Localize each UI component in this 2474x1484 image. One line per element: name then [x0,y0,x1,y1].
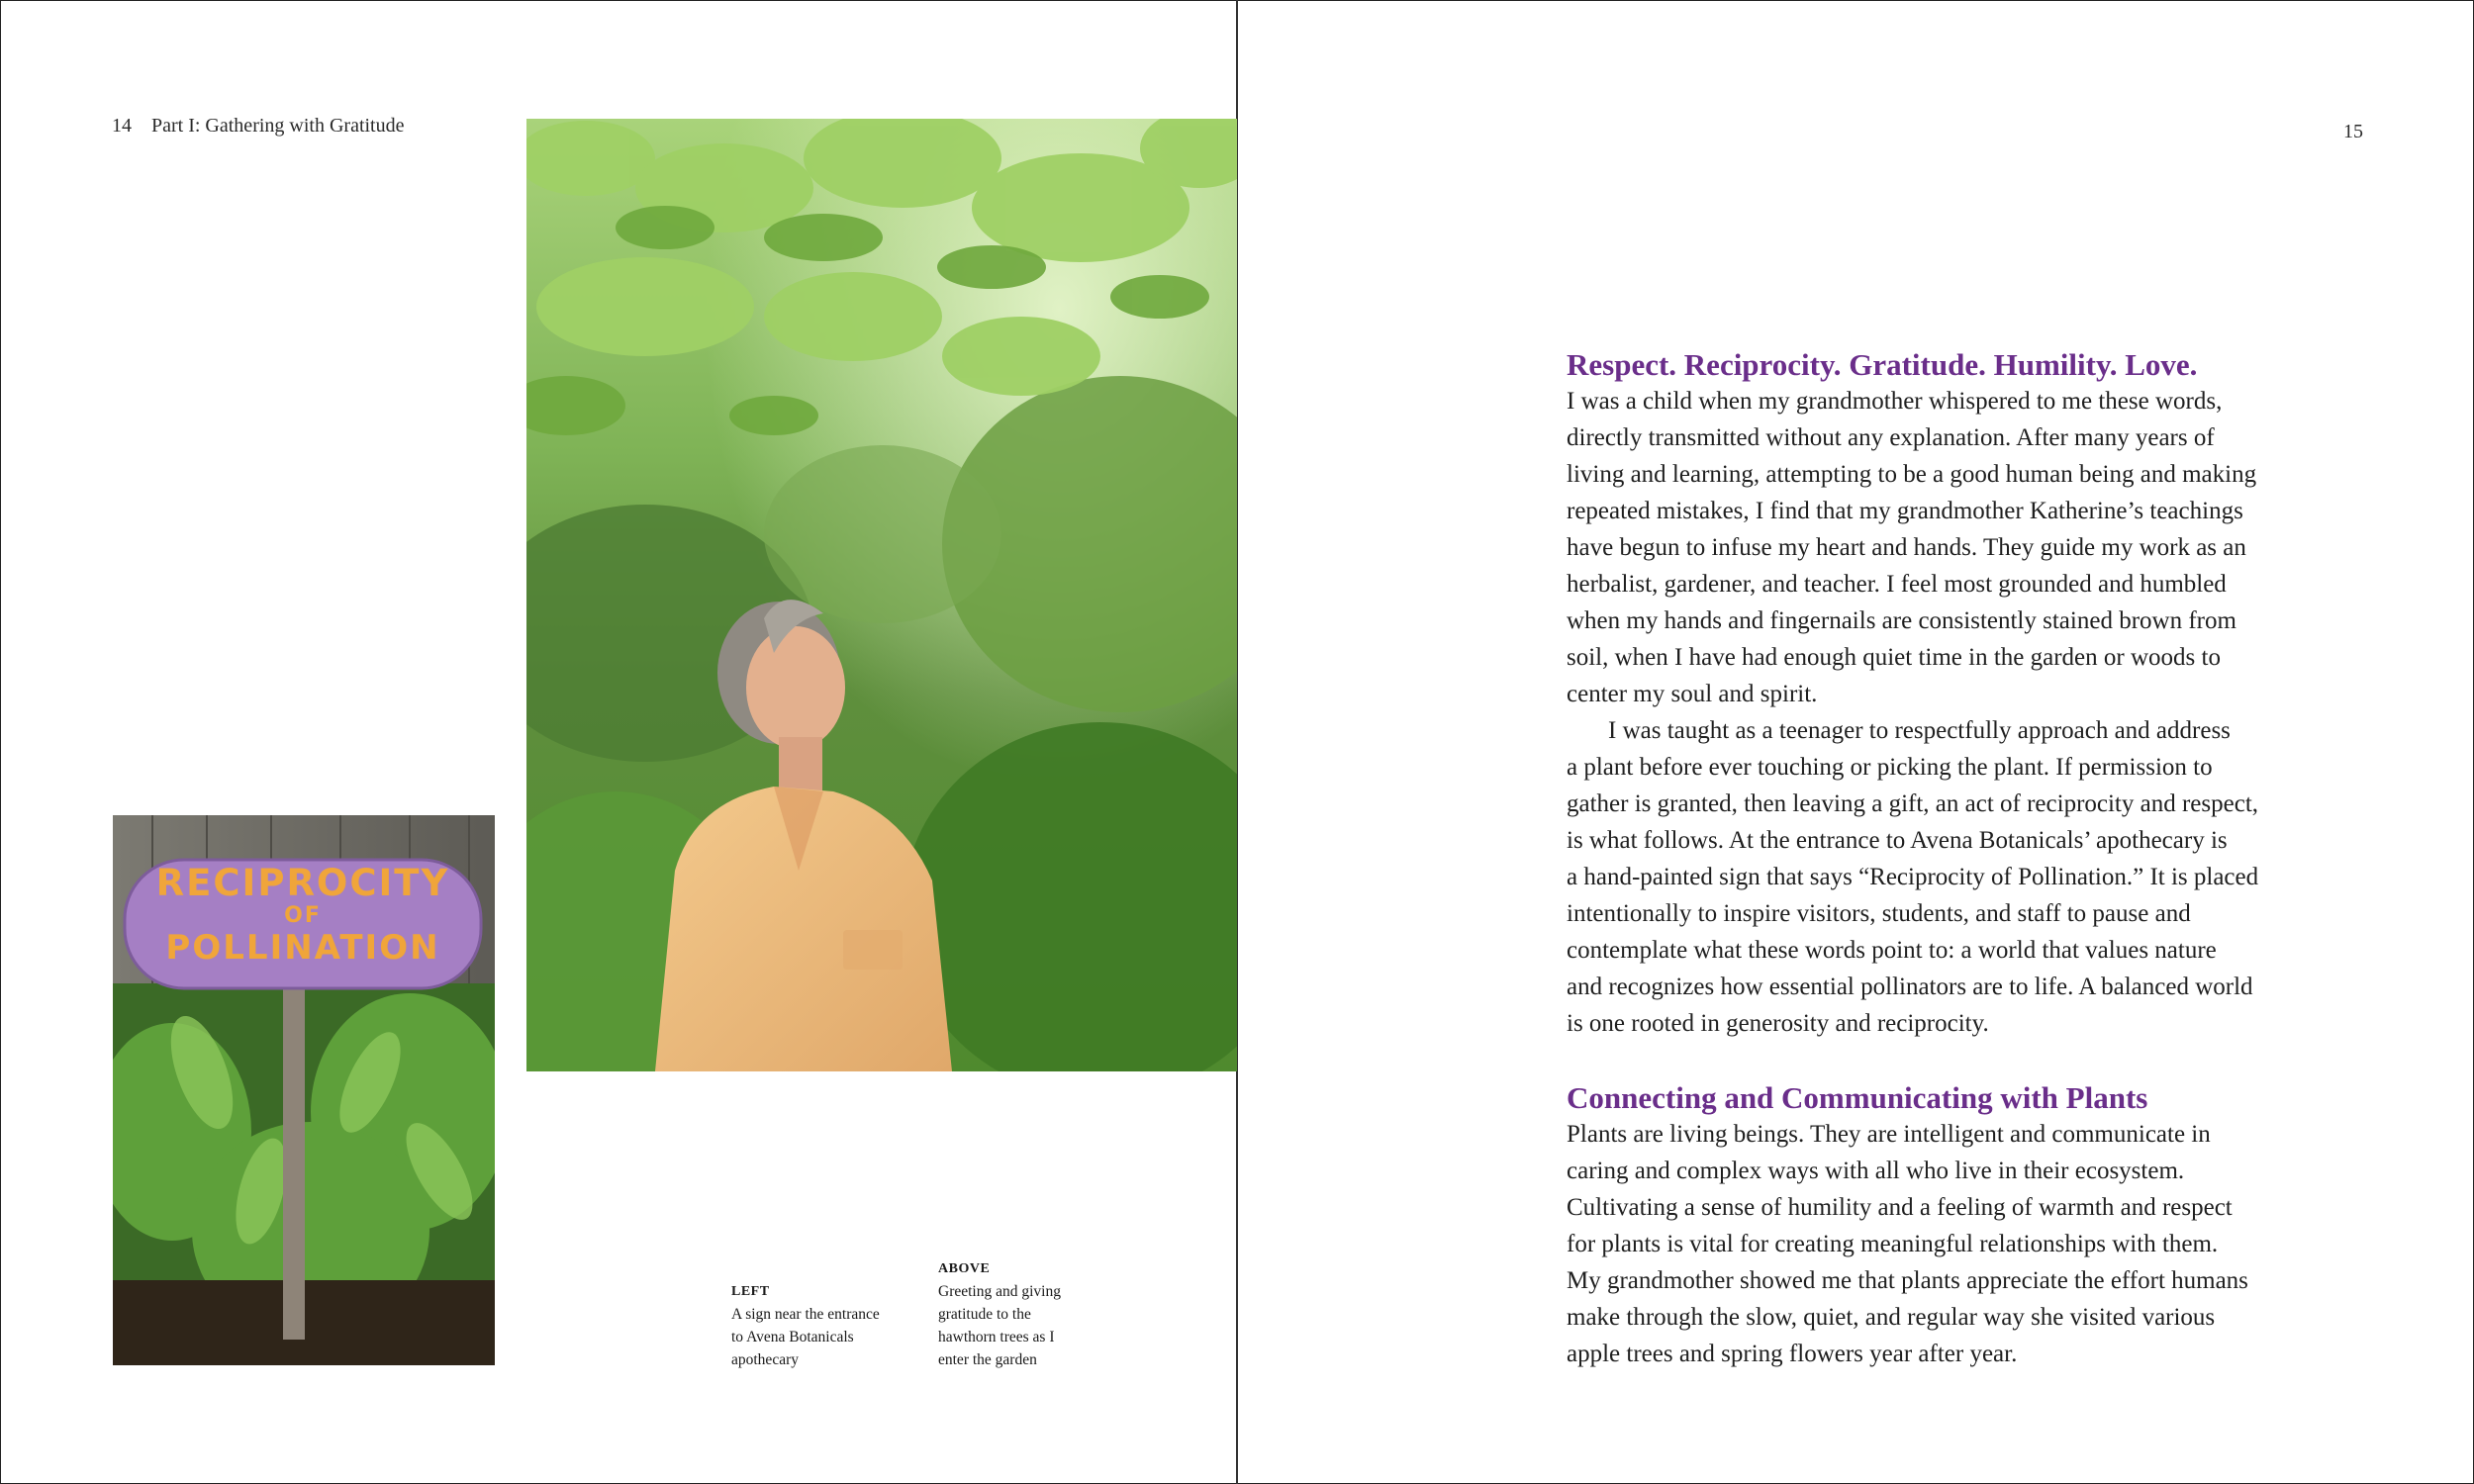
sign-line-reciprocity: RECIPROCITY [155,862,450,904]
running-head: Part I: Gathering with Gratitude [151,115,405,137]
body-line: directly transmitted without any explanation. After many years of [1567,424,2215,451]
body-line: gather is granted, then leaving a gift, an act of reciprocity and respect, [1567,790,2259,817]
body-line: intentionally to inspire visitors, students, and staff to pause and [1567,900,2191,927]
body-line: contemplate what these words point to: a world that values nature [1567,937,2217,964]
garden-portrait-illustration [526,119,1237,1071]
body-line: a hand-painted sign that says “Reciprocity of Pollination.” It is placed [1567,864,2259,890]
body-line: Cultivating a sense of humility and a feeling of warmth and respect [1567,1194,2233,1221]
left-page-number: 14 [112,115,132,137]
section-connecting [1567,1079,2358,1372]
section-heading-connecting: Connecting and Communicating with Plants [1567,1080,2148,1115]
body-line: a plant before ever touching or picking the plant. If permission to [1567,754,2213,781]
body-line: caring and complex ways with all who live in their ecosystem. [1567,1158,2185,1184]
body-line: I was taught as a teenager to respectfully approach and address [1608,717,2231,744]
sign-text [125,863,481,968]
garden-portrait-photo [526,119,1237,1071]
body-line: is one rooted in generosity and reciprocity. [1567,1010,1989,1037]
body-line: soil, when I have had enough quiet time in the garden or woods to [1567,644,2221,671]
section-heading-respect: Respect. Reciprocity. Gratitude. Humility. Love. [1567,347,2198,382]
body-line: repeated mistakes, I find that my grandmother Katherine’s teachings [1567,498,2243,524]
caption-left-text: A sign near the entrance to Avena Botanicals apothecary [731,1306,880,1368]
body-line: when my hands and fingernails are consistently stained brown from [1567,607,2236,634]
caption-above-text: Greeting and giving gratitude to the hawthorn trees as I enter the garden [938,1283,1061,1368]
body-line: My grandmother showed me that plants appreciate the effort humans [1567,1267,2248,1294]
body-line: and recognizes how essential pollinators are to life. A balanced world [1567,974,2253,1000]
body-line: have begun to infuse my heart and hands. They guide my work as an [1567,534,2246,561]
sign-line-pollination: POLLINATION [165,928,440,968]
paragraph-grandmother-words [1567,383,2358,712]
pollination-sign-photo [113,815,495,1365]
section-respect [1567,346,2358,1042]
sign-line-of: OF [284,903,322,928]
right-page-number: 15 [2343,121,2363,142]
body-line: living and learning, attempting to be a good human being and making [1567,461,2257,488]
caption-left [731,1280,929,1371]
body-line: Plants are living beings. They are intelligent and communicate in [1567,1121,2211,1148]
caption-above [938,1257,1136,1371]
paragraph-reciprocity-sign [1567,712,2358,1042]
body-line: apple trees and spring flowers year after year. [1567,1341,2018,1367]
body-line: center my soul and spirit. [1567,681,1818,707]
paragraph-plants-living-beings [1567,1116,2358,1372]
caption-above-label: ABOVE [938,1261,991,1276]
caption-left-label: LEFT [731,1284,770,1299]
body-line: for plants is vital for creating meaningful relationships with them. [1567,1231,2219,1257]
body-line: I was a child when my grandmother whispered to me these words, [1567,388,2223,415]
body-line: make through the slow, quiet, and regular way she visited various [1567,1304,2216,1331]
body-line: herbalist, gardener, and teacher. I feel most grounded and humbled [1567,571,2227,598]
body-line: is what follows. At the entrance to Avena Botanicals’ apothecary is [1567,827,2228,854]
